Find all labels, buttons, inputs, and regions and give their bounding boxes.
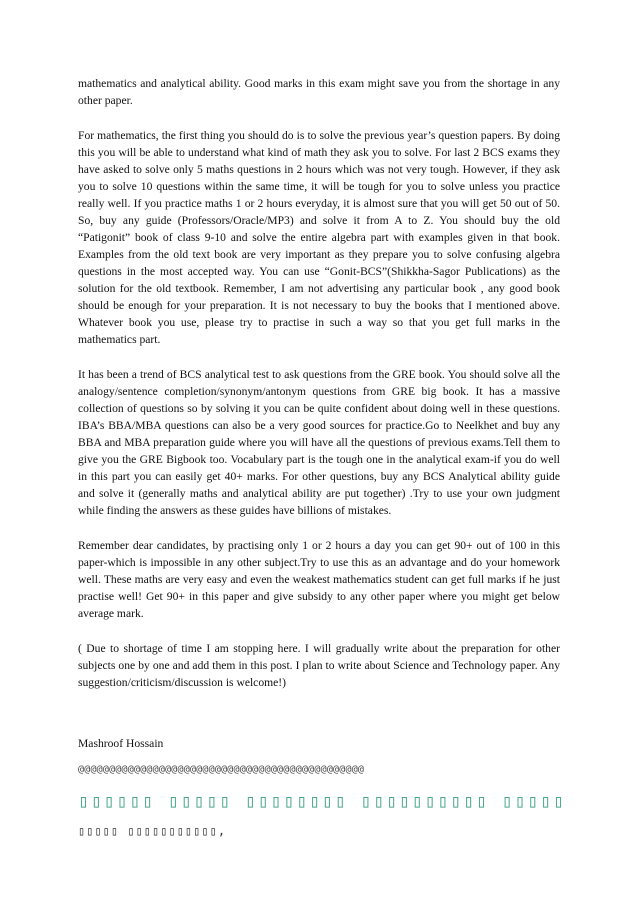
paragraph-closing-note: ( Due to shortage of time I am stopping here. I will gradually write about the preparation for other subjects one by one and add them in this post. I plan to write about Science and Technology paper. Any suggestion/criticism/discussion is welcome!) [78, 642, 560, 689]
unrendered-text-line: ▯▯▯▯▯▯ ▯▯▯▯▯ ▯▯▯▯▯▯▯▯ ▯▯▯▯▯▯▯▯▯▯ ▯▯▯▯▯ [78, 791, 566, 812]
paragraph-advice: Remember dear candidates, by practising only 1 or 2 hours a day you can get 90+ out of 100 in this paper-which is impossible in any other subject.Try to use this as an advantage and do your homework well. These maths are very easy and even the weakest mathematics student can get full marks if he just practise well! Get 90+ in this paper and give subsidy to any other paper where you might get below average mark. [78, 539, 560, 620]
separator-line: @@@@@@@@@@@@@@@@@@@@@@@@@@@@@@@@@@@@@@@@@@@@@@ [78, 764, 365, 775]
paragraph-intro: mathematics and analytical ability. Good marks in this exam might save you from the shortage in any other paper. [78, 77, 560, 107]
paragraph-mathematics: For mathematics, the first thing you should do is to solve the previous year’s question papers. By doing this you will be able to understand what kind of math they ask you to solve. For last 2 BCS exams they have asked to solve only 5 maths questions in 2 hours which was not very tough. However, if they ask you to solve 10 questions within the same time, it will be tough for you to solve unless you practice really well. If you practice maths 1 or 2 hours everyday, it is almost sure that you will get 50 out of 50. So, buy any guide (Professors/Oracle/MP3) and solve it from A to Z. You should buy the old “Patigonit” book of class 9-10 and solve the entire algebra part with examples given in that book. Examples from the old text book are very important as they prepare you to solve confusing algebra questions in the most accepted way. You can use “Gonit-BCS”(Shikkha-Sagor Publications) as the solution for the old textbook. Remember, I am not advertising any particular book , any good book should be enough for your preparation. It is not necessary to buy the books that I mentioned above. Whatever book you use, please try to practise in such a way so that you get full marks in the mathematics part. [78, 129, 560, 346]
paragraph-analytical: It has been a trend of BCS analytical test to ask questions from the GRE book. You should solve all the analogy/sentence completion/synonym/antonym questions from GRE big book. It has a massive collection of questions so by solving it you can be quite confident about doing well in these questions. IBA’s BBA/MBA questions can also be a very good sources for practice.Go to Neelkhet and buy any BBA and MBA preparation guide where you will have all the questions of previous exams.Tell them to give you the GRE Bigbook too. Vocabulary part is the tough one in the analytical exam-if you do well in this part you can easily get 40+ marks. For other questions, buy any BCS Analytical ability guide and solve it (generally maths and analytical ability are put together) .Try to use your own judgment while finding the answers as these guides have billions of mistakes. [78, 368, 560, 517]
signature: Mashroof Hossain [78, 737, 164, 750]
unrendered-text-line-small: ▯▯▯▯▯ ▯▯▯▯▯▯▯▯▯▯▯, [78, 824, 227, 838]
